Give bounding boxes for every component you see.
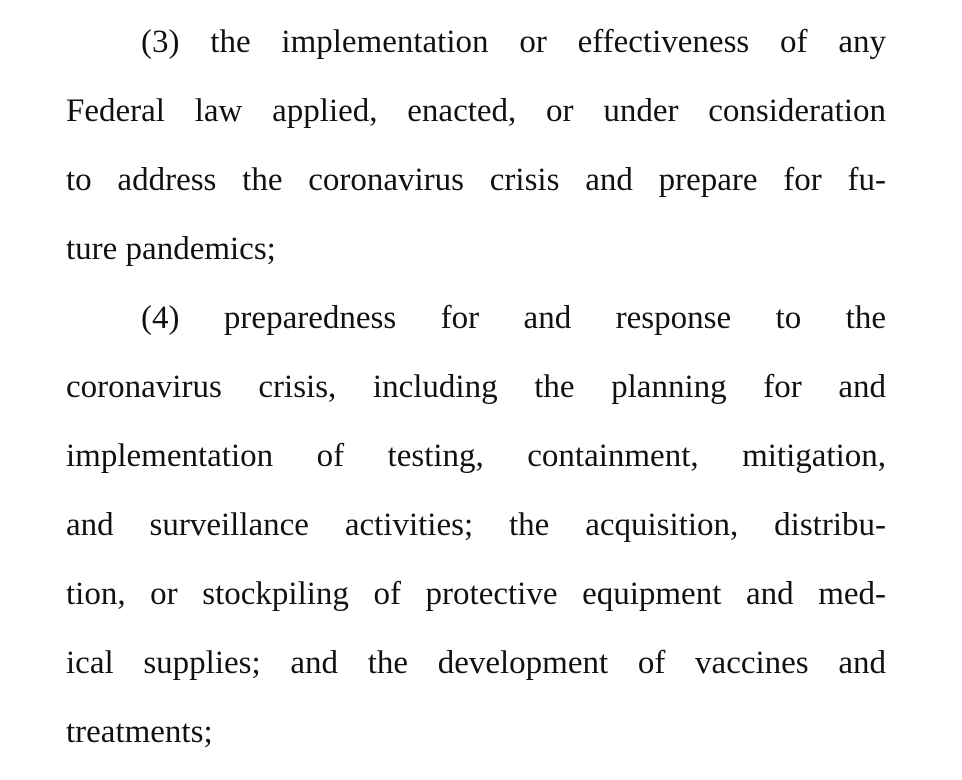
text-line: and surveillance activities; the acquisition, distribu- xyxy=(66,507,886,543)
document-body xyxy=(66,8,886,767)
text-line: ical supplies; and the development of vaccines and xyxy=(66,645,886,681)
paragraph-3 xyxy=(66,8,886,284)
text-line: coronavirus crisis, including the planning for and xyxy=(66,369,886,405)
text-line: tion, or stockpiling of protective equipment and med- xyxy=(66,576,886,612)
paragraph-4 xyxy=(66,284,886,767)
text-line: (4) preparedness for and response to the xyxy=(141,300,886,336)
text-line: (3) the implementation or effectiveness of any xyxy=(141,24,886,60)
text-line: treatments; xyxy=(66,714,213,750)
text-line: implementation of testing, containment, mitigation, xyxy=(66,438,886,474)
text-line: Federal law applied, enacted, or under consideration xyxy=(66,93,886,129)
text-line: ture pandemics; xyxy=(66,231,276,267)
text-line: to address the coronavirus crisis and prepare for fu- xyxy=(66,162,886,198)
